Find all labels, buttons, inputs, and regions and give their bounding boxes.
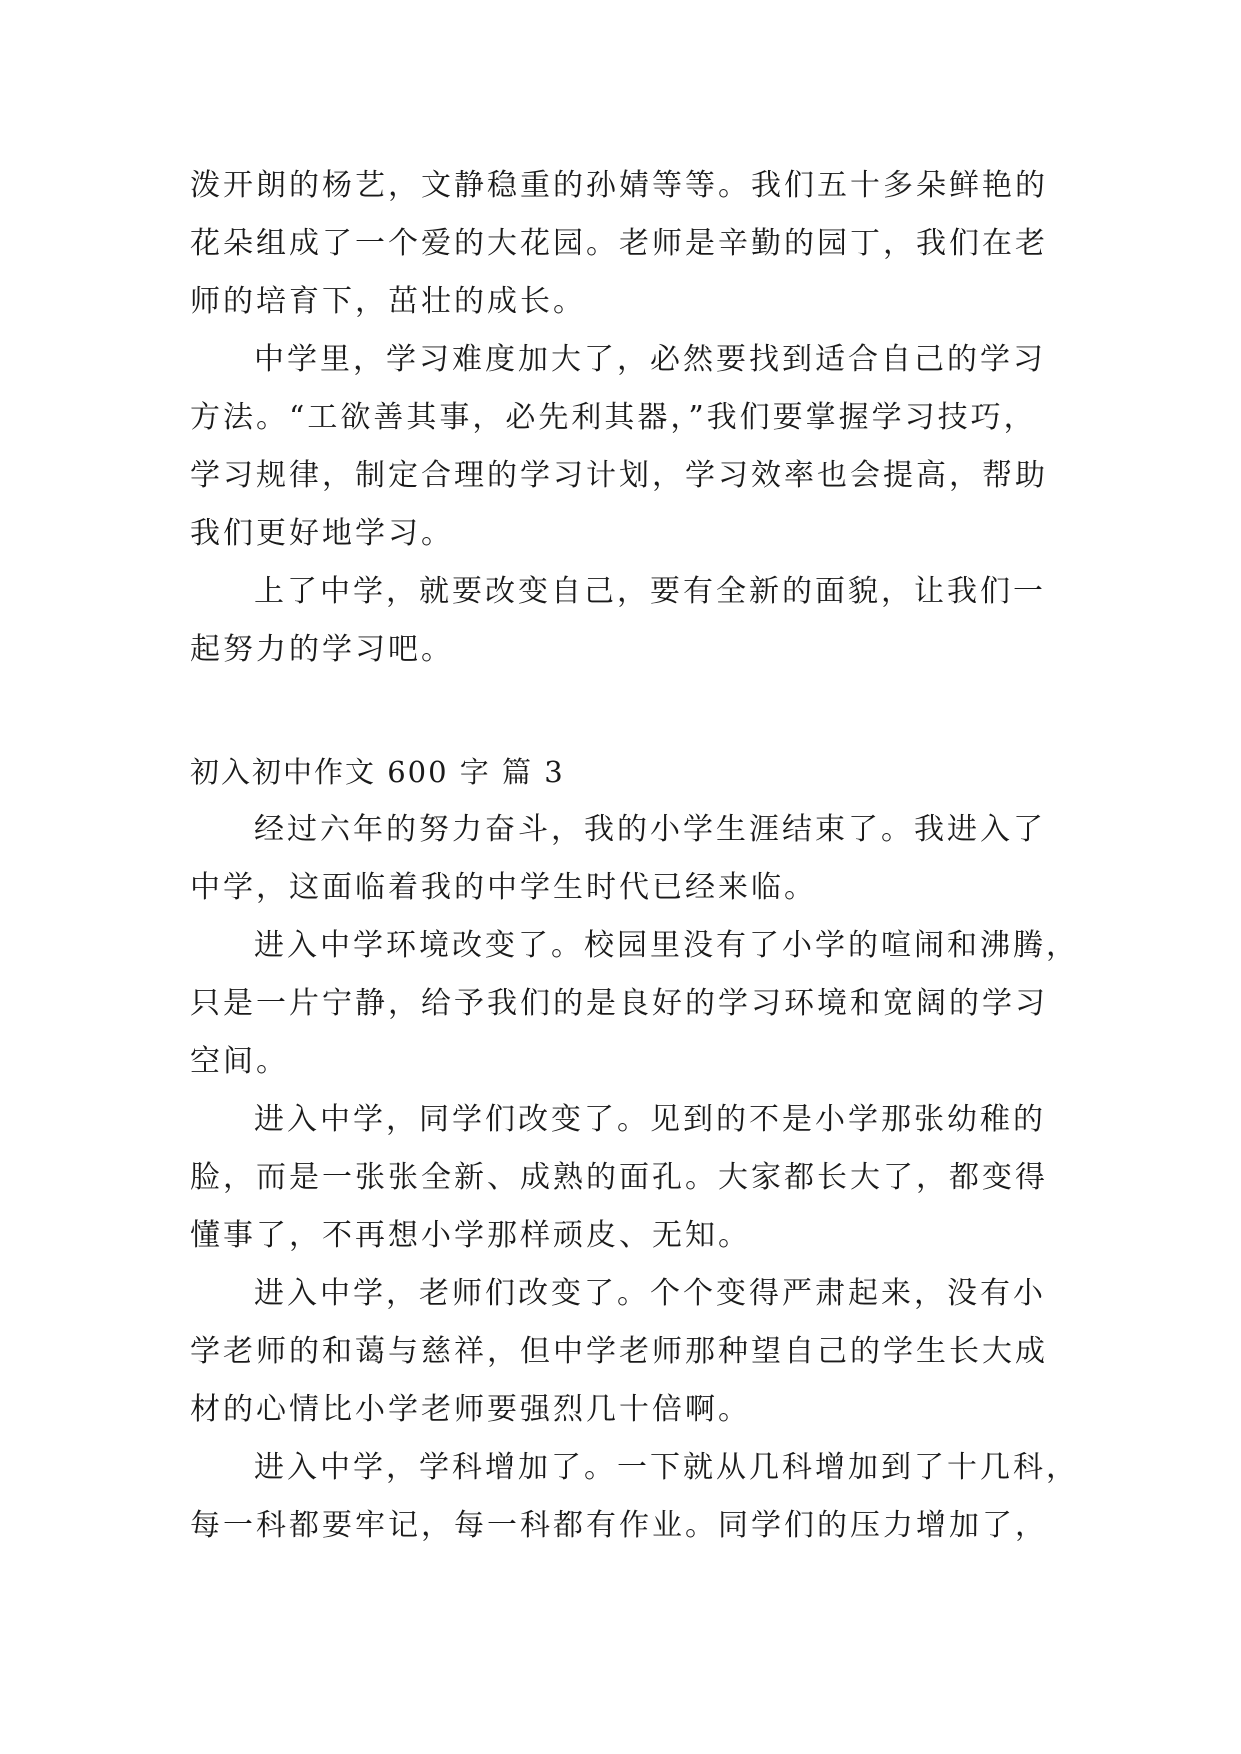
text-line: 懂事了，不再想小学那样顽皮、无知。 [190, 1218, 751, 1253]
text-line: 上了中学，就要改变自己，要有全新的面貌，让我们一 [254, 574, 1046, 609]
text-line: 中学，这面临着我的中学生时代已经来临。 [190, 870, 817, 905]
essay-heading: 初入初中作文 600 字 篇 3 [190, 755, 565, 789]
paragraph [190, 331, 1070, 563]
text-line: 进入中学环境改变了。校园里没有了小学的喧闹和沸腾， [254, 928, 1079, 963]
essay-continuation [190, 157, 1070, 679]
text-line: 学习规律，制定合理的学习计划，学习效率也会提高，帮助 [190, 458, 1048, 493]
text-line: 师的培育下，茁壮的成长。 [190, 284, 586, 319]
text-line: 花朵组成了一个爱的大花园。老师是辛勤的园丁，我们在老 [190, 226, 1048, 261]
text-line: 中学里，学习难度加大了，必然要找到适合自己的学习 [254, 342, 1046, 377]
paragraph [190, 563, 1070, 679]
text-line: 进入中学，同学们改变了。见到的不是小学那张幼稚的 [254, 1102, 1046, 1137]
text-line: 进入中学，学科增加了。一下就从几科增加到了十几科， [254, 1450, 1079, 1485]
paragraph [190, 1439, 1079, 1555]
paragraph [190, 801, 1070, 917]
text-line: 材的心情比小学老师要强烈几十倍啊。 [190, 1392, 751, 1427]
text-line: 我们更好地学习。 [190, 516, 454, 551]
paragraph [190, 1091, 1070, 1265]
text-line: 方法。“工欲善其事，必先利其器，”我们要掌握学习技巧， [190, 400, 1037, 435]
text-line: 脸，而是一张张全新、成熟的面孔。大家都长大了，都变得 [190, 1160, 1048, 1195]
paragraph [190, 157, 1070, 331]
text-line: 经过六年的努力奋斗，我的小学生涯结束了。我进入了 [254, 812, 1046, 847]
text-line: 学老师的和蔼与慈祥，但中学老师那种望自己的学生长大成 [190, 1334, 1048, 1369]
text-line: 每一科都要牢记，每一科都有作业。同学们的压力增加了， [190, 1508, 1048, 1543]
text-line: 空间。 [190, 1044, 289, 1079]
essay-3 [190, 743, 1079, 1555]
text-line: 只是一片宁静，给予我们的是良好的学习环境和宽阔的学习 [190, 986, 1048, 1021]
text-line: 泼开朗的杨艺，文静稳重的孙婧等等。我们五十多朵鲜艳的 [190, 168, 1048, 203]
paragraph [190, 1265, 1070, 1439]
paragraph [190, 917, 1079, 1091]
text-line: 进入中学，老师们改变了。个个变得严肃起来，没有小 [254, 1276, 1046, 1311]
text-line: 起努力的学习吧。 [190, 632, 454, 667]
